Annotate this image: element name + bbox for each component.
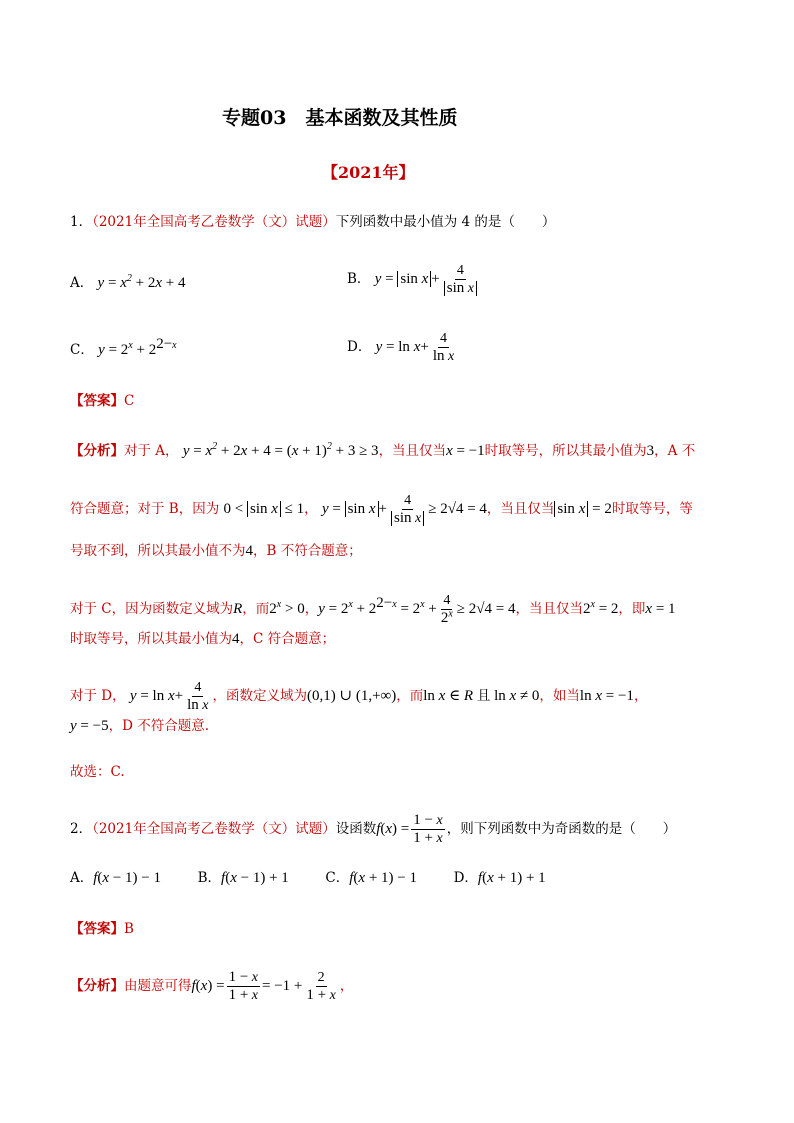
q1-analysis-b-cont: 号取不到，所以其最小值不为4，B 不符合题意；	[70, 543, 362, 559]
q1-option-c-math: $y = 2^x + 2^{2-x}$	[98, 336, 177, 358]
q1-option-b-math: y = sin x + $\frac{4}{\text{sin x}}$	[375, 271, 481, 287]
q2-number: 2．	[70, 820, 93, 837]
q1-option-d: D． y = ln x+ $\frac{4}{\text{ln x}}$	[347, 330, 458, 365]
q1-analysis-a: 【分析】对于 A， $y = x^2 + 2x + 4 = (x + 1)^2 + 3 \ge 3$，当且仅当x = −1时取等号，所以其最小值为3，A 不	[70, 441, 696, 459]
q2-analysis: 【分析】由题意可得f(x) = $\frac{1 - x}{1 + x}$ = −1 + $\frac{2}{1 + x}$ ，	[70, 969, 354, 1003]
q1-stem: 下列函数中最小值为 4 的是（ ）	[335, 214, 556, 230]
q2-option-b: B．f(x − 1) + 1	[197, 870, 289, 886]
page-title: 专题03 基本函数及其性质	[222, 107, 458, 129]
q2-option-a: A．f(x − 1) − 1	[70, 870, 162, 886]
q1-analysis-b: 符合题意；对于 B，因为 0 < sin x ≤ 1， y = sin x + $\frac{4}{\text{sin x}}$ ≥ 2√4 = 4，当且仅当 sin x = 2时取等号，等	[70, 493, 693, 526]
q2-option-d: D．f(x + 1) + 1	[453, 870, 546, 886]
q2-stem-math: f(x) = $\frac{1 - x}{1 + x}$	[376, 812, 443, 846]
q1-answer-value: C	[124, 393, 135, 409]
q1-stem-line	[70, 212, 555, 232]
q1-source: （2021年全国高考乙卷数学（文）试题）	[92, 214, 336, 230]
q2-options	[70, 868, 546, 888]
q1-option-d-math: y = ln x+ $\frac{4}{\text{ln x}}$	[375, 331, 455, 364]
q2-stem-line: 2．（2021年全国高考乙卷数学（文）试题）设函数f(x) = $\frac{1 - x}{1 + x}$ ，则下列函数中为奇函数的是（ ）	[70, 812, 677, 846]
q1-analysis-d-cont: y = −5，D 不符合题意.	[70, 718, 209, 734]
q2-answer: 【答案】B	[70, 921, 134, 937]
q1-analysis-c-cont: 时取等号，所以其最小值为4，C 符合题意；	[70, 631, 336, 647]
q1-number: 1．	[70, 214, 93, 230]
year-heading: 【2021年】	[322, 163, 415, 182]
q1-option-a: A． $y = x^2 + 2x + 4$	[70, 273, 186, 291]
q2-option-c: C．f(x + 1) − 1	[325, 870, 417, 886]
q2-answer-value: B	[124, 921, 134, 937]
q1-analysis-d: 对于 D， y = ln x+ $\frac{4}{\text{ln x}}$ ，函数定义域为(0,1) ∪ (1,+∞)，而ln x ∈ R 且 ln x ≠ 0，如当ln x = −1，	[70, 680, 648, 713]
q1-analysis-c: 对于 C，因为函数定义域为R，而2$^x$ > 0，$y = 2^x + 2^{2-x} = 2^x$ + $\frac{4}{2^x}$ ≥ 2√4 = 4，当且仅当2$^x$ = 2，即x = 1	[70, 593, 676, 626]
q2-source: （2021年全国高考乙卷数学（文）试题）	[92, 820, 336, 837]
q1-conclusion: 故选：C.	[70, 764, 125, 780]
q1-answer: 【答案】C	[70, 393, 135, 409]
q1-option-a-math: $y = x^2 + 2x + 4$	[97, 273, 186, 291]
q1-option-b: B． y = sin x + $\frac{4}{\text{sin x}}$	[347, 262, 481, 297]
q1-option-c: C． $y = 2^x + 2^{2-x}$	[70, 336, 177, 358]
